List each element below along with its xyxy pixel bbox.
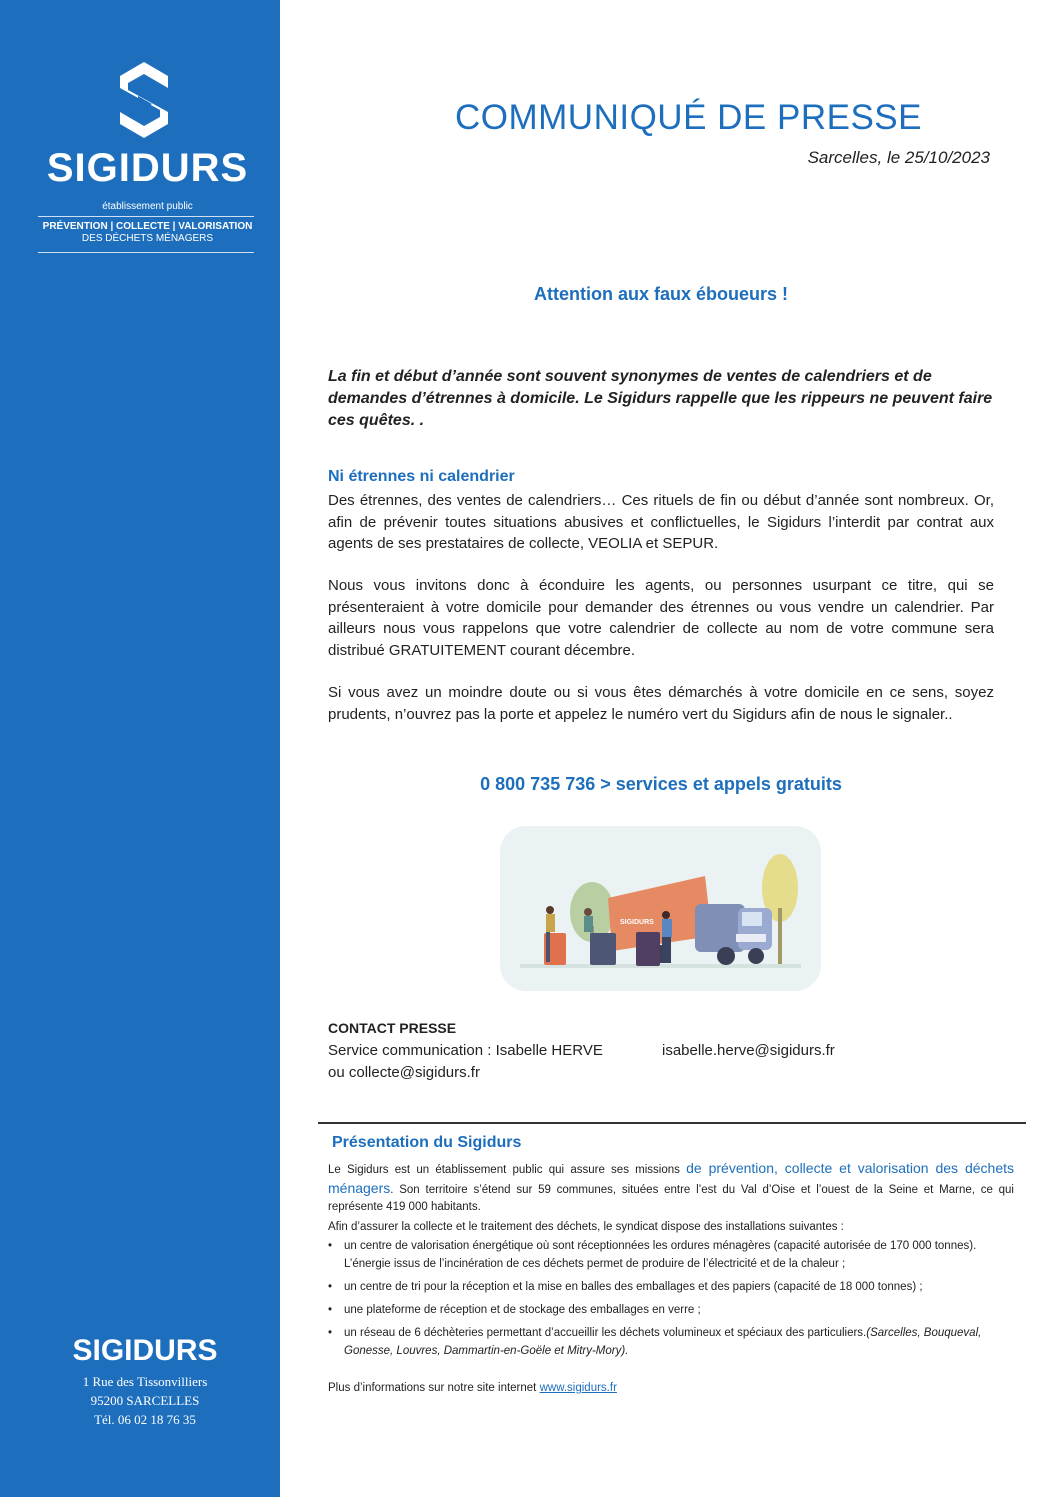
intro-text-a: Le Sigidurs est un établissement public qui assure ses missions	[328, 1164, 687, 1176]
list-item: • une plateforme de réception et de stockage des emballages en verre ;	[328, 1302, 1014, 1320]
more-info	[328, 1382, 617, 1394]
list-item: • un centre de tri pour la réception et la mise en balles des emballages et des papiers (capacité de 18 000 tonnes) ;	[328, 1279, 1014, 1297]
contact-line-2: ou collecte@sigidurs.fr	[328, 1064, 480, 1081]
paragraph-2: Nous vous invitons donc à éconduire les agents, ou personnes usurpant ce titre, qui se présenteraient à votre domicile pour demander des étrennes ou vous vendre un calendrier. Par ailleurs nous vous rappelons que votre calendrier de collecte au nom de votre commune sera distribué GRATUITEMENT courant décembre.	[328, 577, 994, 659]
bullet-italic-text: (Sarcelles, Bouqueval, Gonesse, Louvres, Dammartin-en-Goële et Mitry-Mory).	[344, 1327, 982, 1357]
brand-name: SIGIDURS	[46, 146, 249, 190]
more-info-text: Plus d’informations sur notre site internet	[328, 1382, 540, 1394]
sidebar	[0, 0, 280, 1497]
bullet-text: un centre de valorisation énergétique où sont réceptionnées les ordures ménagères (capacité autorisée de 170 000 tonnes). L’énergie issus de l’incinération de ces déchets permet de produire de l’électricité et de la chaleur ;	[344, 1240, 977, 1270]
list-item: • un centre de valorisation énergétique où sont réceptionnées les ordures ménagères (capacité autorisée de 170 000 tonnes). L’énergie issus de l’incinération de ces déchets permet de produire de l’électricité et de la chaleur ;	[328, 1238, 1014, 1273]
address-line2: 95200 SARCELLES	[90, 1393, 200, 1408]
list-item: • un réseau de 6 déchèteries permettant d’accueillir les déchets volumineux et spéciaux des particuliers.(Sarcelles, Bouqueval, Gonesse, Louvres, Dammartin-en-Goële et Mitry-Mory).	[328, 1327, 982, 1357]
paragraph-1: Des étrennes, des ventes de calendriers… Ces rituels de fin ou début d’année sont nombreux. Or, afin de prévenir toutes situations abusives et conflictuelles, le Sigidurs l’interdit par contrat aux agents de ses prestataires de collecte, VEOLIA et SEPUR.	[328, 492, 994, 552]
installations-intro: Afin d’assurer la collecte et le traitement des déchets, le syndicat dispose des installations suivantes :	[328, 1221, 844, 1233]
divider	[38, 252, 254, 253]
document-date: Sarcelles, le 25/10/2023	[807, 148, 990, 167]
section-title: Ni étrennes ni calendrier	[328, 468, 515, 485]
paragraph-3: Si vous avez un moindre doute ou si vous êtes démarchés à votre domicile en ce sens, soyez prudents, n’ouvrez pas la porte et appelez le numéro vert du Sigidurs afin de nous le signaler..	[328, 684, 994, 723]
lead-paragraph: La fin et début d’année sont souvent synonymes de ventes de calendriers et de demandes d’étrennes à domicile. Le Sigidurs rappelle que les rippeurs ne peuvent faire ces quêtes. .	[328, 368, 993, 429]
contact-line-1: Service communication : Isabelle HERVE	[328, 1042, 603, 1059]
truck-scene-icon	[500, 826, 821, 991]
website-link[interactable]: www.sigidurs.fr	[539, 1382, 617, 1394]
truck-label: SIGIDURS	[620, 919, 654, 926]
divider	[38, 216, 254, 217]
intro-text-b: . Son territoire s’étend sur 59 communes, situées entre l’est du Val d’Oise et l’ouest de la Seine et Marne, ce qui représente 419 000 habitants.	[328, 1183, 1014, 1213]
presentation-heading: Présentation du Sigidurs	[332, 1134, 522, 1151]
status-label: établissement public	[102, 201, 193, 212]
missions-sub-label: DES DÉCHETS MÉNAGERS	[81, 233, 214, 244]
section-divider	[318, 1122, 1026, 1124]
green-number-line: 0 800 735 736 > services et appels gratuits	[480, 774, 842, 794]
bullet-text: un réseau de 6 déchèteries permettant d’accueillir les déchets volumineux et spéciaux des particuliers.	[344, 1327, 867, 1339]
footer-brand: SIGIDURS	[72, 1334, 218, 1367]
missions-label: PRÉVENTION | COLLECTE | VALORISATION	[42, 221, 253, 232]
garbage-truck-illustration	[500, 826, 821, 991]
presentation-intro	[328, 1160, 1014, 1217]
contact-email-link[interactable]: isabelle.herve@sigidurs.fr	[662, 1042, 835, 1059]
intro-highlight: de prévention, collecte et valorisation des déchets ménagers	[328, 1160, 1014, 1196]
sigidurs-logo-icon	[112, 58, 176, 142]
bullet-text: un centre de tri pour la réception et la mise en balles des emballages et des papiers (capacité de 18 000 tonnes) ;	[344, 1281, 923, 1293]
address-line1: 1 Rue des Tissonvilliers	[82, 1374, 208, 1389]
phone-number: Tél. 06 02 18 76 35	[94, 1412, 196, 1427]
contact-heading: CONTACT PRESSE	[328, 1020, 457, 1036]
headline: Attention aux faux éboueurs !	[533, 284, 789, 304]
bullet-text: une plateforme de réception et de stockage des emballages en verre ;	[344, 1304, 701, 1316]
page-title: COMMUNIQUÉ DE PRESSE	[455, 98, 922, 137]
